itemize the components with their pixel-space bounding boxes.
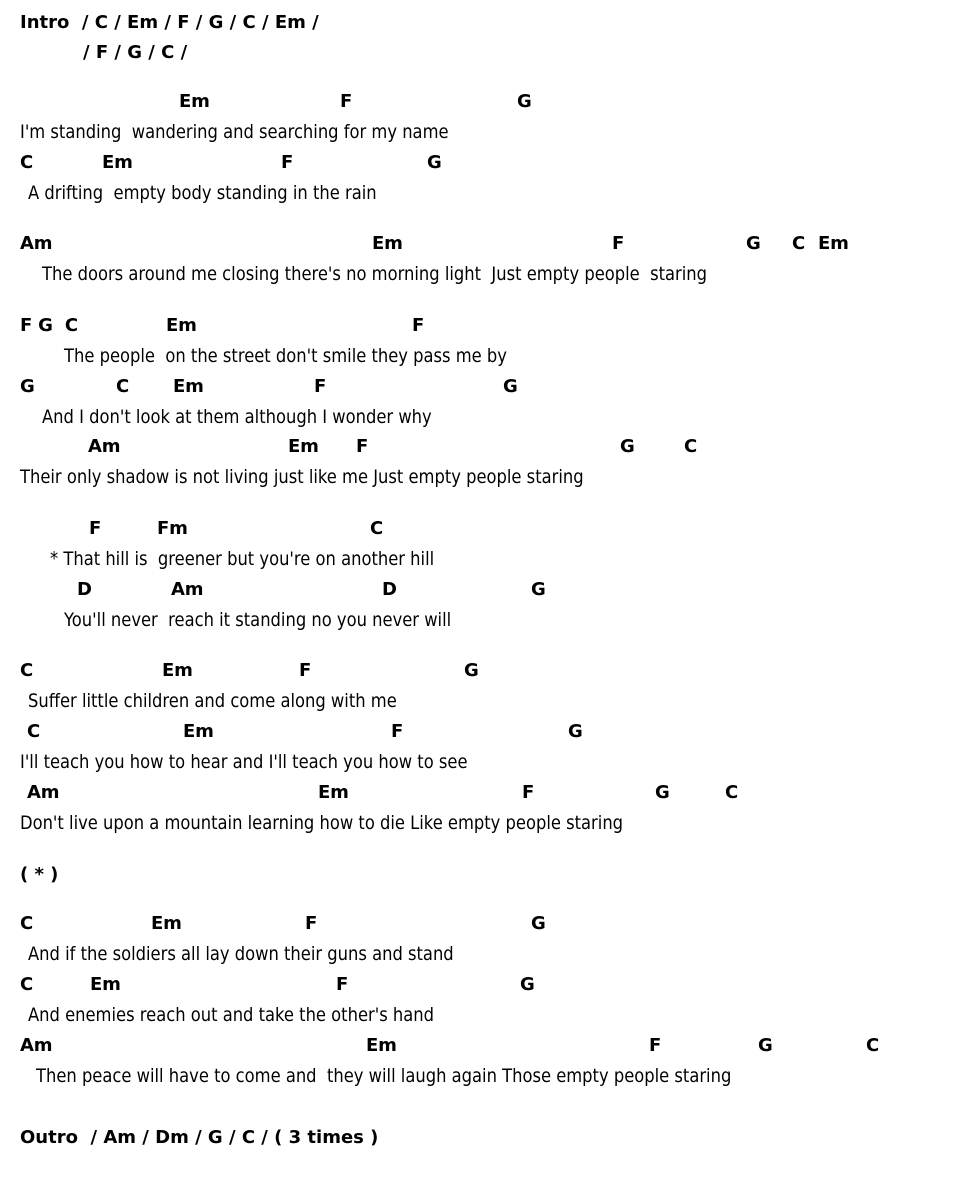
chord: G bbox=[746, 233, 761, 254]
chord: G bbox=[20, 376, 35, 397]
chord: Em bbox=[162, 660, 193, 681]
chord: F bbox=[281, 152, 294, 173]
chord: G bbox=[655, 782, 670, 803]
chord: Em bbox=[90, 974, 121, 995]
chord-line bbox=[0, 152, 963, 180]
lyric-line bbox=[0, 943, 963, 971]
chord: Em bbox=[166, 315, 197, 336]
chord-line bbox=[0, 782, 963, 810]
chord: G bbox=[568, 721, 583, 742]
outro-line bbox=[0, 1127, 963, 1155]
lyric-line bbox=[0, 548, 963, 576]
lyric-line bbox=[0, 812, 963, 840]
chord: Em bbox=[102, 152, 133, 173]
chord-line bbox=[0, 233, 963, 261]
chord: G bbox=[427, 152, 442, 173]
chord: F bbox=[89, 518, 102, 539]
lyric-text: And if the soldiers all lay down their guns and stand bbox=[28, 943, 454, 965]
lyric-line bbox=[0, 466, 963, 494]
lyric-text: And enemies reach out and take the other's hand bbox=[28, 1004, 435, 1026]
chord: G bbox=[464, 660, 479, 681]
chord: Em bbox=[173, 376, 204, 397]
chord-line bbox=[0, 974, 963, 1002]
chord: C bbox=[684, 436, 698, 457]
lyric-text: And I don't look at them although I wonder why bbox=[42, 406, 432, 428]
chord: G bbox=[517, 91, 532, 112]
chord-line bbox=[0, 579, 963, 607]
lyric-line bbox=[0, 690, 963, 718]
chord: F bbox=[305, 913, 318, 934]
chord: C bbox=[27, 721, 41, 742]
intro-line-1 bbox=[0, 12, 963, 40]
chord-line bbox=[0, 518, 963, 546]
chord: Am bbox=[20, 1035, 53, 1056]
lyric-text: A drifting empty body standing in the rain bbox=[28, 182, 377, 204]
chord: C bbox=[20, 974, 34, 995]
lyric-text: Don't live upon a mountain learning how to die Like empty people staring bbox=[20, 812, 624, 834]
chord: F bbox=[314, 376, 327, 397]
chord-line bbox=[0, 376, 963, 404]
lyric-text: You'll never reach it standing no you never will bbox=[64, 609, 452, 631]
chord: C bbox=[725, 782, 739, 803]
chord: Em bbox=[318, 782, 349, 803]
chord: C bbox=[370, 518, 384, 539]
chord: G bbox=[620, 436, 635, 457]
outro-label: Outro / Am / Dm / G / C / ( 3 times ) bbox=[20, 1127, 379, 1148]
lyric-line bbox=[0, 1004, 963, 1032]
chord: C bbox=[20, 913, 34, 934]
chord-line bbox=[0, 913, 963, 941]
intro-line-2 bbox=[0, 42, 963, 70]
lyric-text: Suffer little children and come along with me bbox=[28, 690, 397, 712]
lyric-text: Then peace will have to come and they will laugh again Those empty people staring bbox=[36, 1065, 732, 1087]
chord: Em bbox=[366, 1035, 397, 1056]
chord: F G C bbox=[20, 315, 78, 336]
chord: F bbox=[356, 436, 369, 457]
lyric-line bbox=[0, 263, 963, 291]
chord: G bbox=[503, 376, 518, 397]
chord: Em bbox=[179, 91, 210, 112]
lyric-line bbox=[0, 751, 963, 779]
chord: F bbox=[412, 315, 425, 336]
lyric-line bbox=[0, 345, 963, 373]
lyric-line bbox=[0, 1065, 963, 1093]
chord: C bbox=[866, 1035, 880, 1056]
chord: C bbox=[116, 376, 130, 397]
chord: Am bbox=[171, 579, 204, 600]
chord: G bbox=[531, 913, 546, 934]
chorus-repeat-label: ( * ) bbox=[20, 864, 59, 885]
chord: F bbox=[299, 660, 312, 681]
chord: G bbox=[520, 974, 535, 995]
chord: G bbox=[758, 1035, 773, 1056]
chord: F bbox=[522, 782, 535, 803]
chord: F bbox=[340, 91, 353, 112]
lyric-line bbox=[0, 609, 963, 637]
chord: Fm bbox=[157, 518, 188, 539]
chorus-repeat-marker bbox=[0, 864, 963, 892]
chord-line bbox=[0, 1035, 963, 1063]
chord: Am bbox=[88, 436, 121, 457]
chord: Em bbox=[818, 233, 849, 254]
chord: Am bbox=[27, 782, 60, 803]
chord-line bbox=[0, 91, 963, 119]
intro-label: Intro / C / Em / F / G / C / Em / bbox=[20, 12, 319, 33]
lyric-text: I'm standing wandering and searching for my name bbox=[20, 121, 449, 143]
chord: F bbox=[649, 1035, 662, 1056]
chord: F bbox=[612, 233, 625, 254]
chord: F bbox=[391, 721, 404, 742]
chord: C bbox=[20, 660, 34, 681]
chord-line bbox=[0, 721, 963, 749]
intro-continuation: / F / G / C / bbox=[83, 42, 188, 63]
chord: C bbox=[20, 152, 34, 173]
chord: F bbox=[336, 974, 349, 995]
lyric-line bbox=[0, 121, 963, 149]
chord-line bbox=[0, 436, 963, 464]
lyric-text: I'll teach you how to hear and I'll teach you how to see bbox=[20, 751, 468, 773]
chord: D bbox=[382, 579, 397, 600]
chord: D bbox=[77, 579, 92, 600]
lyric-line bbox=[0, 182, 963, 210]
chord-line bbox=[0, 660, 963, 688]
chord: Em bbox=[372, 233, 403, 254]
lyric-text: The people on the street don't smile they pass me by bbox=[64, 345, 507, 367]
lyric-line bbox=[0, 406, 963, 434]
chord-line bbox=[0, 315, 963, 343]
chord: Em bbox=[288, 436, 319, 457]
chord: Em bbox=[151, 913, 182, 934]
chord: Em bbox=[183, 721, 214, 742]
chord: G bbox=[531, 579, 546, 600]
chord: C bbox=[792, 233, 806, 254]
lyric-text: * That hill is greener but you're on another hill bbox=[50, 548, 435, 570]
lyric-text: The doors around me closing there's no morning light Just empty people staring bbox=[42, 263, 708, 285]
lyric-text: Their only shadow is not living just like me Just empty people staring bbox=[20, 466, 584, 488]
chord: Am bbox=[20, 233, 53, 254]
